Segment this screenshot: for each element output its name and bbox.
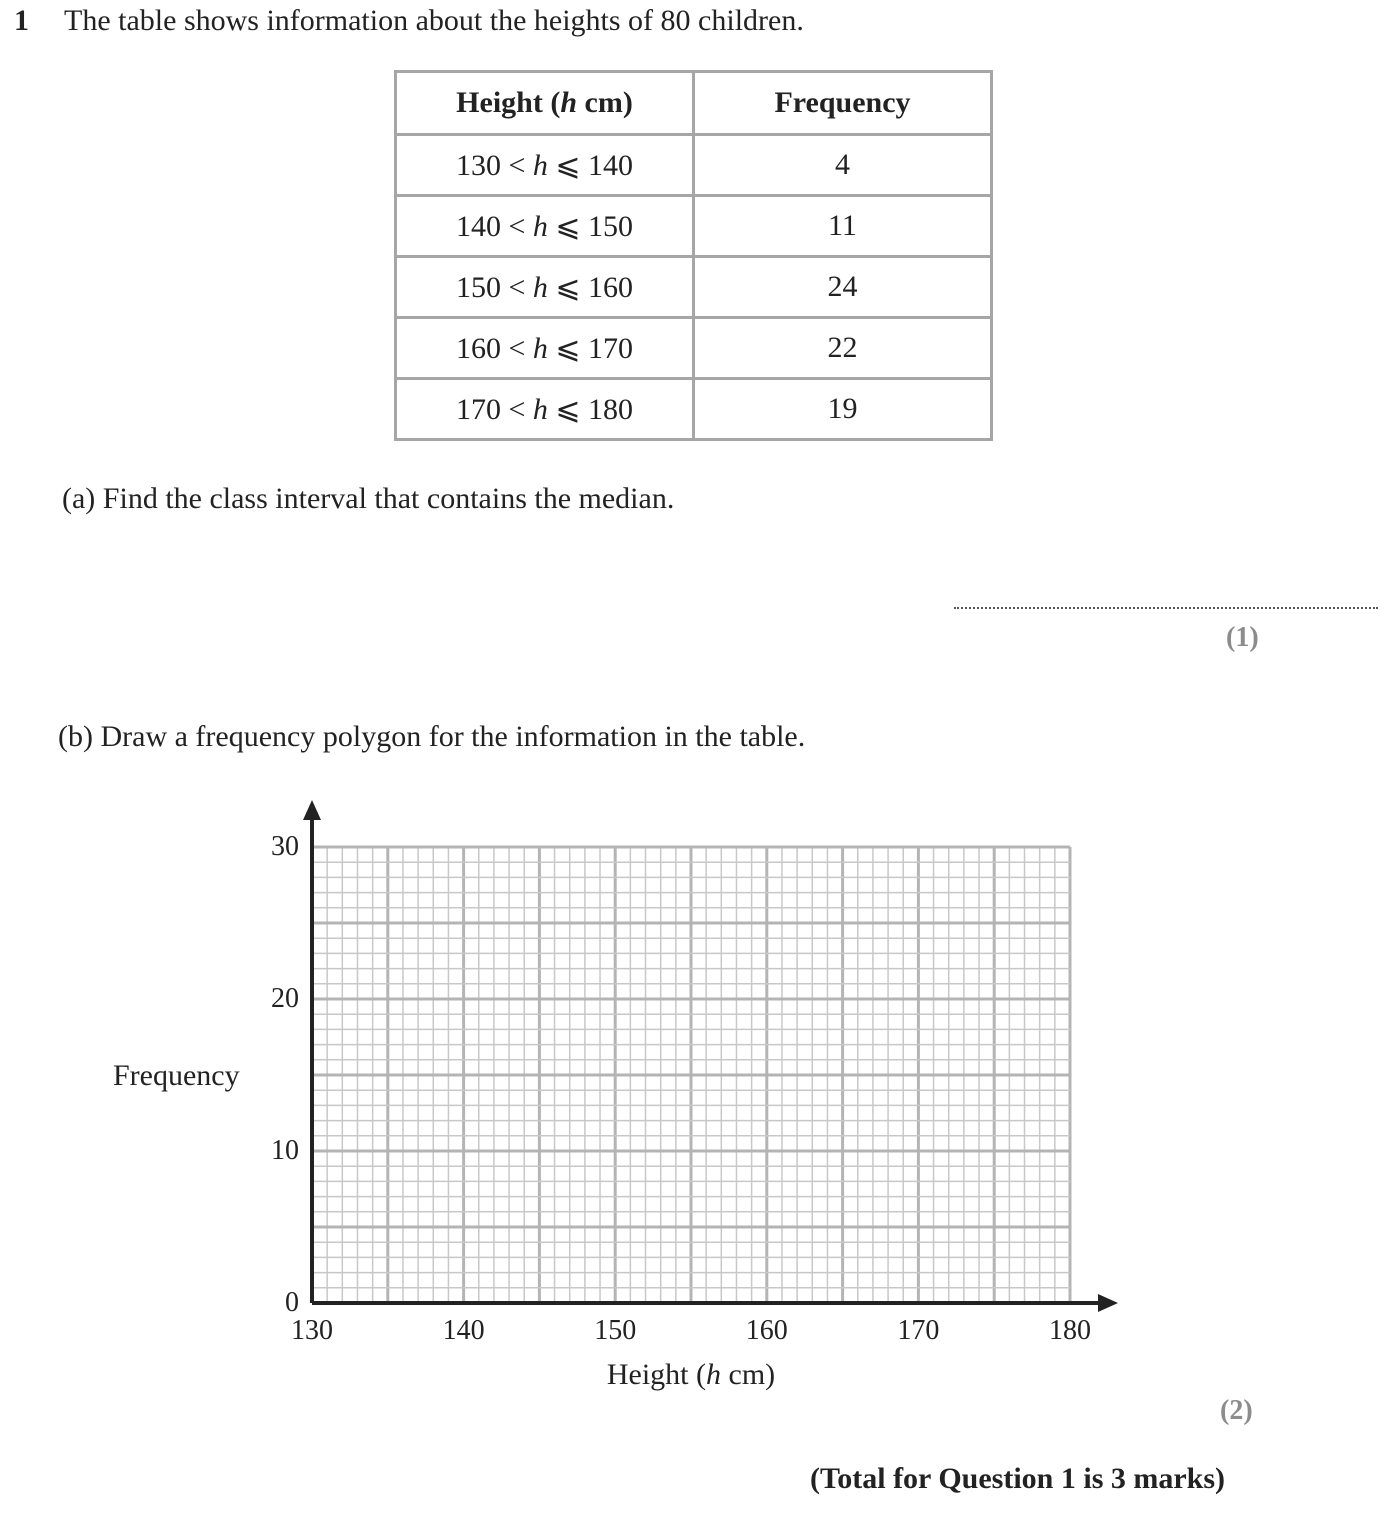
interval-high: 170 <box>588 331 634 365</box>
height-header-variable: h <box>560 86 578 119</box>
interval-variable: h <box>532 331 548 365</box>
interval-variable: h <box>532 392 548 426</box>
x-tick-label: 160 <box>745 1315 788 1346</box>
x-axis-title <box>607 1358 775 1391</box>
y-tick-label: 10 <box>271 1135 299 1166</box>
x-tick-label: 170 <box>897 1315 940 1346</box>
table-row <box>396 318 992 379</box>
frequency-cell: 24 <box>694 257 992 318</box>
table-row <box>396 379 992 440</box>
y-tick-label: 20 <box>271 983 299 1014</box>
table-row <box>396 196 992 257</box>
interval-low: 140 <box>455 209 501 243</box>
height-header-prefix: Height ( <box>456 86 561 119</box>
height-interval-cell: 140 < h ⩽ 150 <box>396 196 694 257</box>
part-b-text: Draw a frequency polygon for the information in the table. <box>100 720 806 753</box>
x-axis-title-suffix: cm) <box>721 1358 776 1391</box>
part-b-question <box>58 720 805 754</box>
question-total: (Total for Question 1 is 3 marks) <box>810 1462 1226 1495</box>
y-axis-arrow-icon <box>303 800 321 820</box>
y-tick-label: 0 <box>285 1287 299 1318</box>
y-tick-label: 30 <box>271 831 299 862</box>
frequency-cell: 22 <box>694 318 992 379</box>
height-interval-cell: 130 < h ⩽ 140 <box>396 135 694 196</box>
interval-low: 150 <box>455 270 501 304</box>
height-header-suffix: cm) <box>577 86 633 119</box>
x-axis-arrow-icon <box>1098 1294 1118 1312</box>
frequency-column-header: Frequency <box>694 72 992 135</box>
part-b-label: (b) <box>58 720 93 753</box>
x-axis-title-prefix: Height ( <box>606 1358 706 1391</box>
question-intro: The table shows information about the heights of 80 children. <box>64 4 804 37</box>
table-header-row <box>396 72 992 135</box>
table-row <box>396 135 992 196</box>
interval-high: 150 <box>588 209 634 243</box>
x-tick-label: 130 <box>291 1315 333 1346</box>
interval-variable: h <box>532 209 548 243</box>
question-number: 1 <box>14 4 29 37</box>
x-tick-label: 140 <box>442 1315 485 1346</box>
height-interval-cell: 150 < h ⩽ 160 <box>396 257 694 318</box>
interval-high: 160 <box>588 270 634 304</box>
interval-low: 130 <box>455 148 501 182</box>
table-row <box>396 257 992 318</box>
interval-low: 170 <box>455 392 501 426</box>
height-interval-cell: 170 < h ⩽ 180 <box>396 379 694 440</box>
x-tick-label: 180 <box>1049 1315 1091 1346</box>
part-b-marks: (2) <box>1220 1395 1253 1426</box>
frequency-cell: 19 <box>694 379 992 440</box>
graph-labels <box>113 831 1091 1391</box>
y-axis-title: Frequency <box>113 1059 240 1092</box>
part-a-answer-line[interactable] <box>954 607 1378 609</box>
frequency-cell: 4 <box>694 135 992 196</box>
x-tick-label: 150 <box>594 1315 637 1346</box>
part-a-marks: (1) <box>1226 622 1259 653</box>
interval-variable: h <box>532 270 548 304</box>
part-a-label: (a) <box>62 482 96 515</box>
interval-high: 180 <box>588 392 634 426</box>
part-a-text: Find the class interval that contains the median. <box>102 482 675 515</box>
x-axis-title-variable: h <box>706 1358 721 1391</box>
interval-low: 160 <box>455 331 501 365</box>
graph-grid <box>312 847 1070 1303</box>
frequency-table <box>394 70 993 441</box>
height-interval-cell: 160 < h ⩽ 170 <box>396 318 694 379</box>
frequency-cell: 11 <box>694 196 992 257</box>
height-column-header <box>396 72 694 135</box>
interval-high: 140 <box>588 148 634 182</box>
part-a-question <box>62 482 674 516</box>
interval-variable: h <box>532 148 548 182</box>
frequency-polygon-graph[interactable] <box>0 790 1200 1400</box>
